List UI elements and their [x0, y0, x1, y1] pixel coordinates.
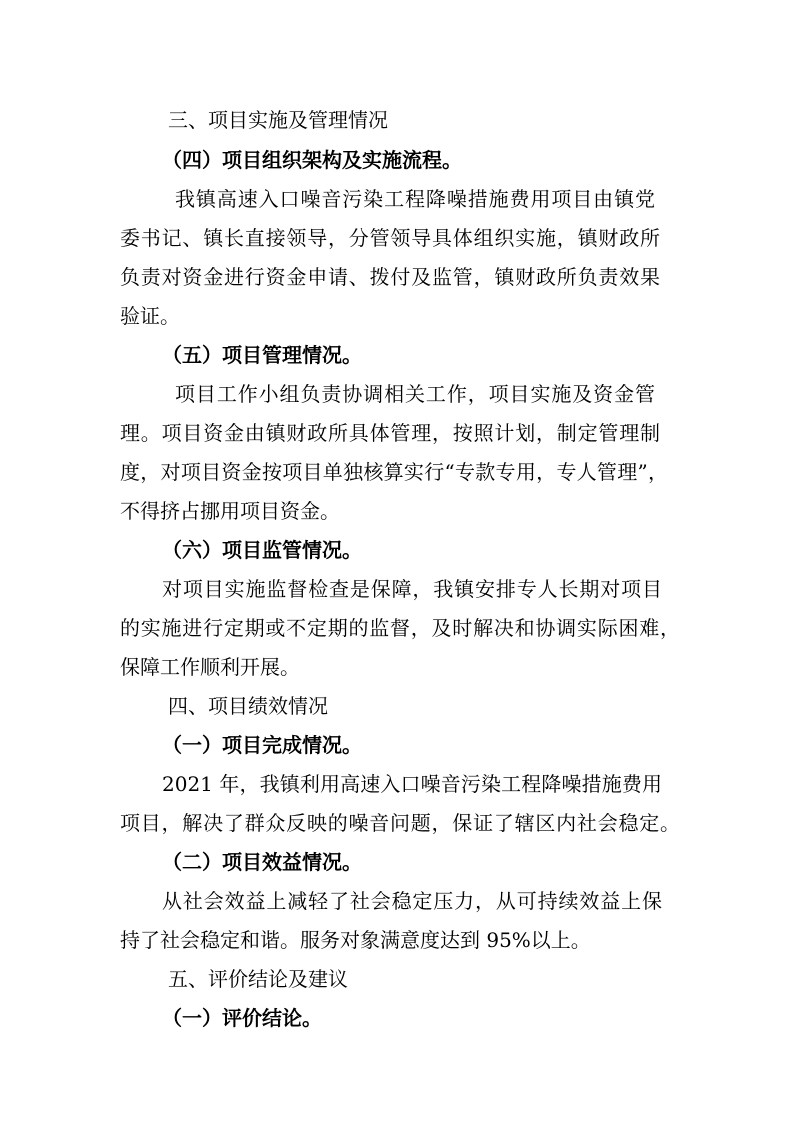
- paragraph-line: 2021 年，我镇利用高速入口噪音污染工程降噪措施费用: [162, 772, 662, 796]
- paragraph-line: 的实施进行定期或不定期的监督，及时解决和协调实际困难，: [120, 616, 680, 640]
- paragraph-line: 委书记、镇长直接领导，分管领导具体组织实施，镇财政所: [120, 226, 660, 250]
- paragraph-line: 从社会效益上减轻了社会稳定压力，从可持续效益上保: [162, 889, 662, 913]
- section-heading-3: 三、项目实施及管理情况: [168, 108, 388, 132]
- paragraph-line: 度，对项目资金按项目单独核算实行“专款专用，专人管理”，: [120, 460, 668, 484]
- paragraph-line: 项目工作小组负责协调相关工作，项目实施及资金管: [175, 382, 655, 406]
- subsection-heading-3-5: （五）项目管理情况。: [162, 343, 362, 367]
- paragraph-line: 负责对资金进行资金申请、拨付及监管，镇财政所负责效果: [120, 265, 660, 289]
- paragraph-line: 持了社会稳定和谐。服务对象满意度达到 95%以上。: [120, 928, 591, 952]
- section-heading-4: 四、项目绩效情况: [168, 694, 328, 718]
- paragraph-line: 项目，解决了群众反映的噪音问题，保证了辖区内社会稳定。: [120, 811, 680, 835]
- paragraph-line: 我镇高速入口噪音污染工程降噪措施费用项目由镇党: [175, 187, 655, 211]
- subsection-heading-3-4: （四）项目组织架构及实施流程。: [162, 148, 462, 172]
- paragraph-line: 验证。: [120, 304, 180, 328]
- paragraph-line: 保障工作顺利开展。: [120, 655, 300, 679]
- paragraph-line: 理。项目资金由镇财政所具体管理，按照计划，制定管理制: [120, 421, 660, 445]
- subsection-heading-5-1: （一）评价结论。: [162, 1006, 322, 1030]
- subsection-heading-4-1: （一）项目完成情况。: [162, 733, 362, 757]
- paragraph-line: 对项目实施监督检查是保障，我镇安排专人长期对项目: [162, 577, 662, 601]
- subsection-heading-4-2: （二）项目效益情况。: [162, 850, 362, 874]
- paragraph-line: 不得挤占挪用项目资金。: [120, 499, 340, 523]
- section-heading-5: 五、评价结论及建议: [168, 967, 348, 991]
- subsection-heading-3-6: （六）项目监管情况。: [162, 538, 362, 562]
